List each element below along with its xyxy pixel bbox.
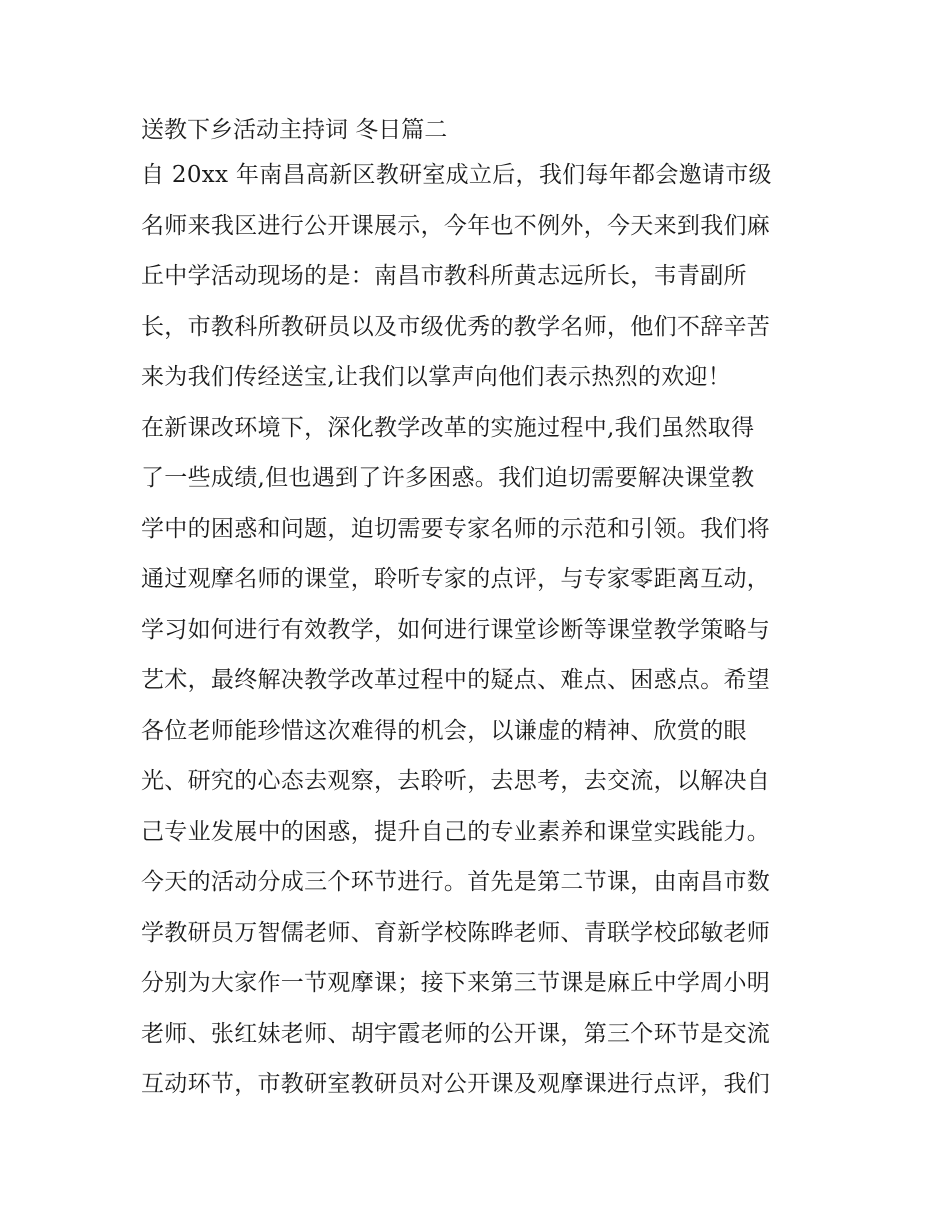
text-line: 己专业发展中的困惑，提升自己的专业素养和课堂实践能力。 [141,818,771,845]
text-line: 互动环节，市教研室教研员对公开课及观摩课进行点评，我们 [141,1071,771,1097]
text-line: 学中的困惑和问题，迫切需要专家名师的示范和引领。我们将 [141,515,771,542]
text-line: 今天的活动分成三个环节进行。首先是第二节课，由南昌市数 [141,869,771,895]
document-title: 送教下乡活动主持词 冬日篇二 [141,117,448,143]
text-line: 了一些成绩,但也遇到了许多困惑。我们迫切需要解决课堂教 [141,465,755,491]
text-line: 来为我们传经送宝,让我们以掌声向他们表示热烈的欢迎！ [141,364,732,390]
document-body [141,110,813,1110]
text-line: 学习如何进行有效教学，如何进行课堂诊断等课堂教学策略与 [141,616,771,643]
text-line: 丘中学活动现场的是：南昌市教科所黄志远所长，韦青副所 [141,263,747,289]
text-line: 名师来我区进行公开课展示，今年也不例外，今天来到我们麻 [141,212,771,239]
text-line: 学教研员万智儒老师、育新学校陈晔老师、青联学校邱敏老师 [141,919,771,946]
text-line: 在新课改环境下，深化教学改革的实施过程中,我们虽然取得 [141,414,755,441]
text-line: 光、研究的心态去观察，去聆听，去思考，去交流，以解决自 [141,768,771,794]
text-line: 艺术，最终解决教学改革过程中的疑点、难点、困惑点。希望 [141,667,771,693]
text-line: 通过观摩名师的课堂，聆听专家的点评，与专家零距离互动， [141,566,771,592]
text-line: 老师、张红妹老师、胡宇霞老师的公开课，第三个环节是交流 [141,1020,771,1047]
text-line: 长，市教科所教研员以及市级优秀的教学名师，他们不辞辛苦 [141,313,771,340]
text-line: 各位老师能珍惜这次难得的机会，以谦虚的精神、欣赏的眼 [141,717,747,744]
text-line: 自 20xx 年南昌高新区教研室成立后，我们每年都会邀请市级 [141,162,772,188]
text-line: 分别为大家作一节观摩课；接下来第三节课是麻丘中学周小明 [141,970,771,996]
